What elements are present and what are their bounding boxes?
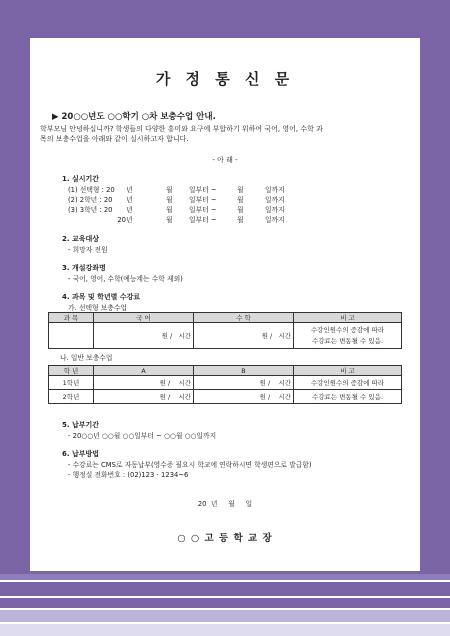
table-header: A [94, 366, 194, 376]
fee-table-a [48, 312, 402, 349]
intro-line-1: 학부모님 안녕하십니까? 학생들의 다양한 흥미와 요구에 부합하기 위하여 국어, 영어, 수학 과 [40, 125, 323, 133]
section-target-item: - 희망자 전원 [68, 246, 108, 254]
section-payment-method-item-1: - 수강료는 CMS로 자동납부(영수증 필요시 학교에 연락하시면 학생편으로 발급함) [68, 461, 312, 469]
section-fee-heading: 4. 과목 및 학년별 수강료 [62, 293, 141, 301]
table-cell-note: 수강인원수의 증감에 따라 수강료는 변동될 수 있음. [294, 323, 402, 349]
intro-line-2: 목의 보충수업을 아래와 같이 실시하고자 합니다. [40, 135, 189, 143]
table-cell: 1학년 [49, 376, 94, 390]
school-signature: ○ ○ 고 등 학 교 장 [177, 533, 273, 544]
decorative-stripes [0, 574, 450, 636]
below-heading: - 아 래 - [212, 156, 238, 164]
issue-date: 20 년 월 일 [197, 500, 253, 508]
table-header: 과 목 [49, 313, 94, 323]
table-header: 학 년 [49, 366, 94, 376]
schedule-row: 20년 월 일부터 ~ 월 일까지 [117, 216, 285, 224]
fee-sub-a: 가. 선택형 보충수업 [68, 304, 128, 312]
table-cell-note: 수강인원수의 증감에 따라 [294, 376, 402, 390]
section-payment-period-item: - 20○○년 ○○월 ○○일부터 ~ ○○월 ○○일까지 [68, 432, 217, 440]
table-header: B [194, 366, 294, 376]
section-payment-method-item-2: - 행정실 전화번호 : (02)123 - 1234~6 [68, 471, 189, 479]
table-cell: 원 / 시간 [194, 390, 294, 404]
lead-heading: ▶ 20○○년도 ○○학기 ○차 보충수업 안내. [52, 112, 216, 122]
section-course-item: - 국어, 영어, 수학(예능계는 수학 제외) [68, 275, 183, 283]
section-period-heading: 1. 실시기간 [62, 175, 100, 183]
table-header: 비 고 [294, 313, 402, 323]
section-payment-method-heading: 6. 납부방법 [62, 450, 100, 458]
section-payment-period-heading: 5. 납부기간 [62, 421, 100, 429]
table-cell: 원 / 시간 [94, 376, 194, 390]
table-cell: 원 / 시간 [194, 323, 294, 349]
table-header: 비 고 [294, 366, 402, 376]
fee-sub-b: 나. 일반 보충수업 [60, 354, 113, 362]
table-cell: 원 / 시간 [94, 323, 194, 349]
table-cell [49, 323, 94, 349]
letter-paper [30, 38, 420, 571]
schedule-row: (2) 2학년 : 20 년 월 일부터 ~ 월 일까지 [68, 196, 285, 204]
page-title: 가 정 통 신 문 [155, 70, 295, 88]
table-cell-note: 수강료는 변동될 수 있음. [294, 390, 402, 404]
table-header: 국 어 [94, 313, 194, 323]
section-course-heading: 3. 개설강좌명 [62, 264, 106, 272]
fee-table-b [48, 365, 402, 404]
schedule-row: (3) 3학년 : 20 년 월 일부터 ~ 월 일까지 [68, 206, 285, 214]
table-cell: 원 / 시간 [94, 390, 194, 404]
schedule-row: (1) 선택형 : 20 년 월 일부터 ~ 월 일까지 [68, 186, 285, 194]
table-cell: 2학년 [49, 390, 94, 404]
table-header: 수 학 [194, 313, 294, 323]
table-cell: 원 / 시간 [194, 376, 294, 390]
section-target-heading: 2. 교육대상 [62, 235, 100, 243]
